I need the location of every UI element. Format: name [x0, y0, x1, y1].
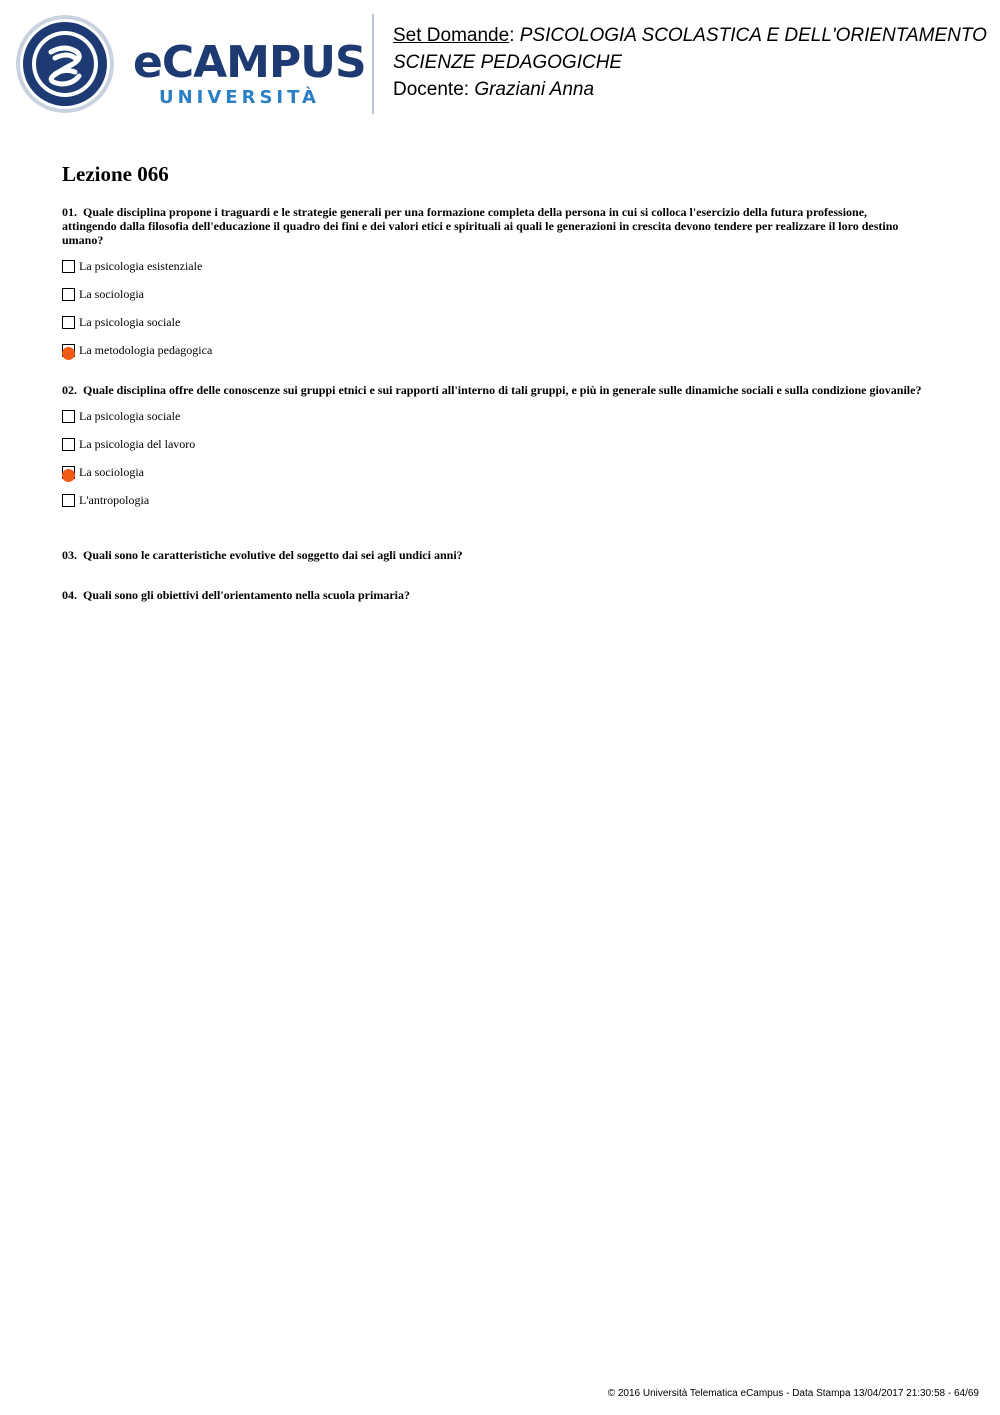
selected-answer-marker-icon — [62, 469, 75, 482]
answer-list — [62, 409, 922, 521]
set-title-line — [393, 22, 993, 49]
set-title-secondary: SCIENZE PEDAGOGICHE — [393, 52, 623, 73]
question-04 — [62, 588, 922, 602]
question-01 — [62, 205, 922, 371]
answer-option[interactable] — [62, 465, 922, 493]
page-header — [0, 0, 1000, 130]
question-body: Quali sono le caratteristiche evolutive del soggetto dai sei agli undici anni? — [83, 548, 463, 562]
question-body: Quali sono gli obiettivi dell'orientamento nella scuola primaria? — [83, 588, 410, 602]
answer-option[interactable] — [62, 315, 922, 343]
answer-label: La psicologia sociale — [79, 315, 181, 329]
brand-subtitle: UNIVERSITÀ — [159, 87, 320, 108]
answer-checkbox[interactable] — [62, 288, 75, 301]
question-number: 01. — [62, 205, 77, 219]
answer-checkbox[interactable] — [62, 344, 75, 357]
answer-option[interactable] — [62, 343, 922, 371]
page-footer: © 2016 Università Telematica eCampus - Data Stampa 13/04/2017 21:30:58 - 64/69 — [607, 1388, 979, 1399]
ecampus-seal-logo-icon — [15, 14, 115, 114]
docente-label: Docente: — [393, 79, 470, 100]
answer-label: La psicologia sociale — [79, 409, 181, 423]
header-divider — [372, 14, 374, 114]
answer-list — [62, 259, 922, 371]
answer-option[interactable] — [62, 437, 922, 465]
ecampus-wordmark — [133, 37, 366, 112]
answer-option[interactable] — [62, 409, 922, 437]
question-body: Quale disciplina propone i traguardi e le strategie generali per una formazione completa della persona in cui si colloca l'esercizio della futura professione, attingendo dalla filosofia dell'educazione il quadro dei fini e dei valori etici e spirituali ai quali le generazioni in crescita devono tendere per realizzare il loro destino umano? — [62, 205, 899, 247]
lesson-title: Lezione 066 — [62, 162, 169, 186]
answer-label: La psicologia del lavoro — [79, 437, 196, 451]
question-02 — [62, 383, 922, 521]
question-number: 02. — [62, 383, 77, 397]
answer-label: L'antropologia — [79, 493, 150, 507]
question-text — [62, 383, 922, 397]
answer-label: La sociologia — [79, 465, 144, 479]
set-separator: : — [509, 25, 515, 46]
answer-checkbox[interactable] — [62, 410, 75, 423]
question-number: 03. — [62, 548, 77, 562]
docente-name: Graziani Anna — [474, 79, 595, 100]
set-title-primary: PSICOLOGIA SCOLASTICA E DELL'ORIENTAMENTO — [519, 25, 987, 46]
answer-option[interactable] — [62, 259, 922, 287]
docente-line — [393, 76, 993, 103]
answer-option[interactable] — [62, 493, 922, 521]
question-03 — [62, 548, 922, 562]
brand-name: eCAMPUS — [133, 37, 366, 88]
header-info — [393, 22, 993, 103]
answer-checkbox[interactable] — [62, 260, 75, 273]
question-text — [62, 588, 922, 602]
question-text — [62, 548, 922, 562]
selected-answer-marker-icon — [62, 347, 75, 360]
answer-checkbox[interactable] — [62, 466, 75, 479]
answer-checkbox[interactable] — [62, 438, 75, 451]
answer-option[interactable] — [62, 287, 922, 315]
answer-label: La sociologia — [79, 287, 144, 301]
question-text — [62, 205, 922, 247]
set-label: Set Domande — [393, 25, 510, 46]
question-body: Quale disciplina offre delle conoscenze sui gruppi etnici e sui rapporti all'interno di tali gruppi, e più in generale sulle dinamiche sociali e sulla condizione giovanile? — [83, 383, 922, 397]
question-number: 04. — [62, 588, 77, 602]
answer-checkbox[interactable] — [62, 494, 75, 507]
answer-label: La metodologia pedagogica — [79, 343, 213, 357]
answer-checkbox[interactable] — [62, 316, 75, 329]
answer-label: La psicologia esistenziale — [79, 259, 203, 273]
